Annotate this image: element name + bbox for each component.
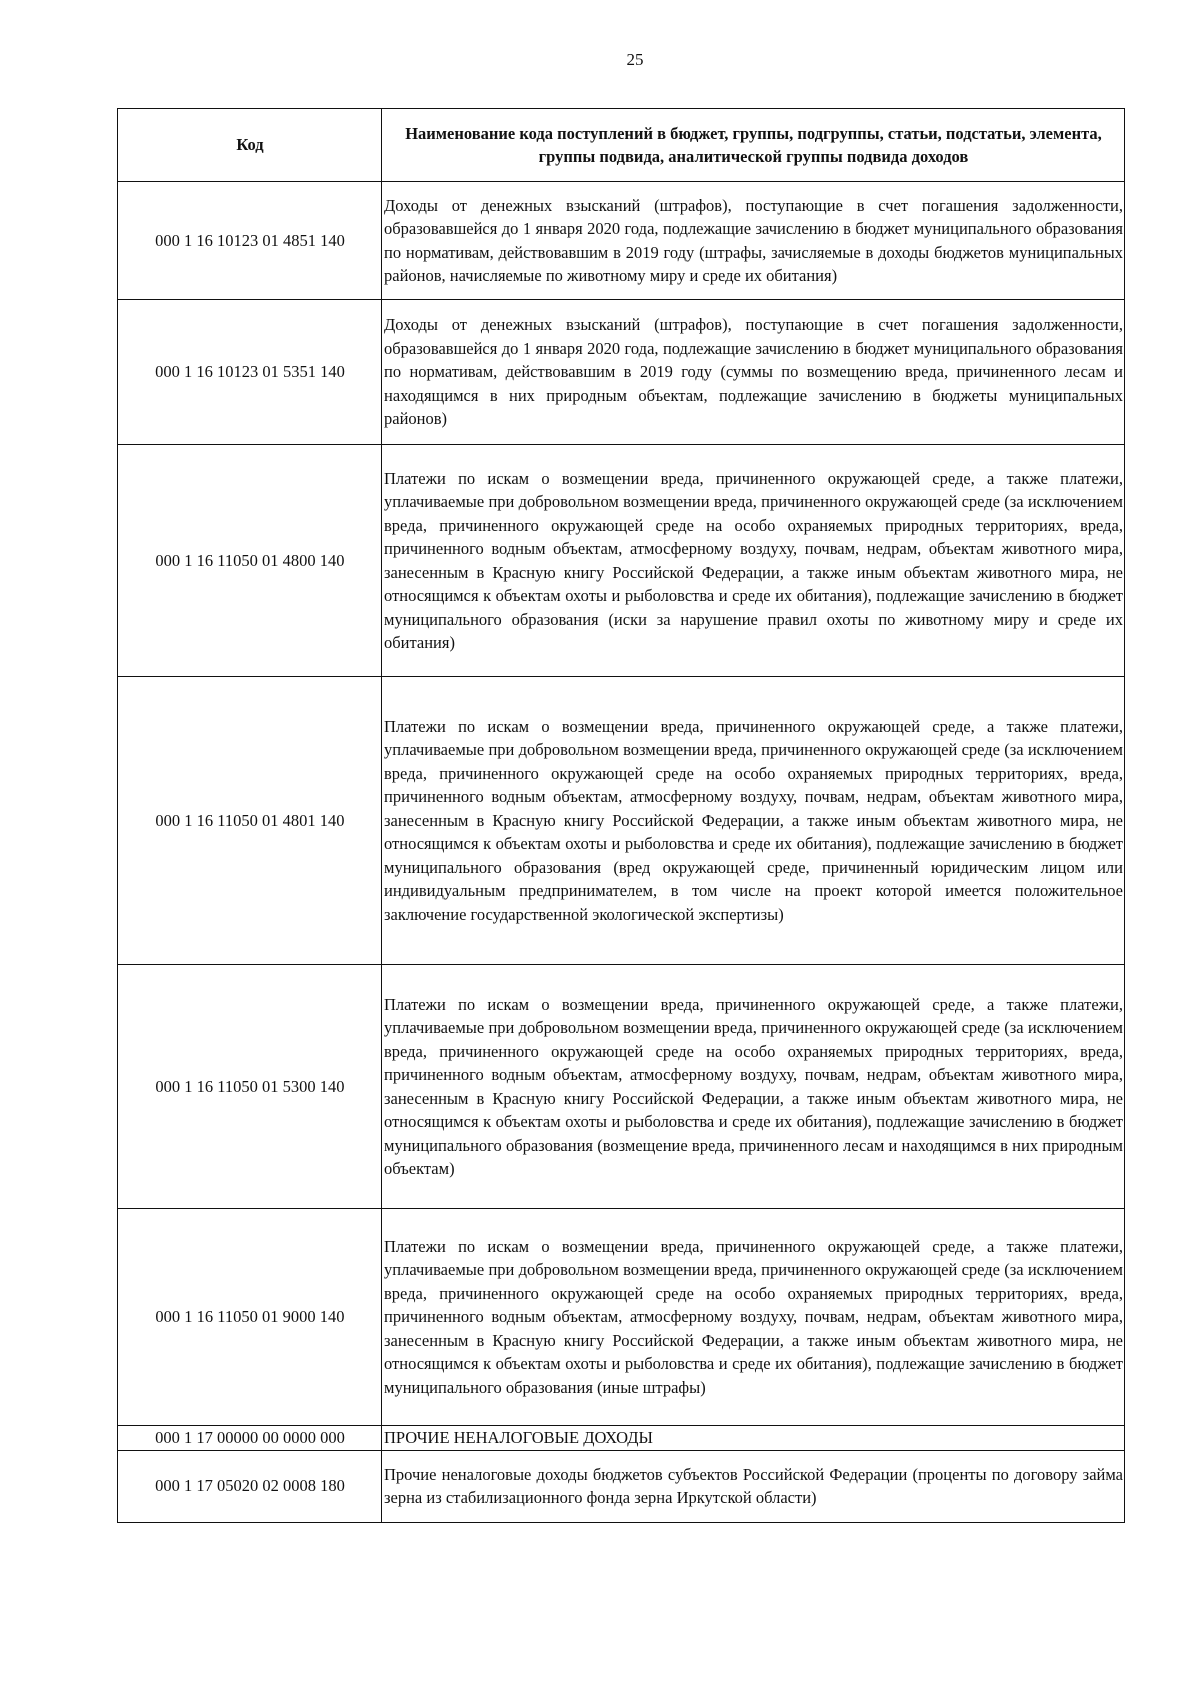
row-name: Доходы от денежных взысканий (штрафов), поступающие в счет погашения задолженности, образовавшейся до 1 января 2020 года, подлежащие зачислению в бюджет муниципального образования по нормативам, действовавшим в 2019 году (штрафы, зачисляемые в доходы бюджетов муниципальных районов, начисляемые по животному миру и среде их обитания) [382,182,1125,300]
table-row [118,182,1125,300]
row-name: Прочие неналоговые доходы бюджетов субъектов Российской Федерации (проценты по договору займа зерна из стабилизационного фонда зерна Иркутской области) [382,1450,1125,1522]
table-row [118,1209,1125,1426]
row-code: 000 1 16 11050 01 5300 140 [118,965,382,1209]
table-header-row [118,109,1125,182]
revenue-codes-table [117,108,1125,1523]
table-row [118,965,1125,1209]
row-name: Платежи по искам о возмещении вреда, причиненного окружающей среде, а также платежи, уплачиваемые при добровольном возмещении вреда, причиненного окружающей среде (за исключением вреда, причиненного окружающей среде на особо охраняемых природных территориях, вреда, причиненного водным объектам, атмосферному воздуху, почвам, недрам, объектам животного мира, занесенным в Красную книгу Российской Федерации, а также иным объектам животного мира, не относящимся к объектам охоты и рыболовства и среде их обитания), подлежащие зачислению в бюджет муниципального образования (иски за нарушение правил охоты по животному миру и среде их обитания) [382,445,1125,677]
table-row [118,1450,1125,1522]
row-name: Доходы от денежных взысканий (штрафов), поступающие в счет погашения задолженности, образовавшейся до 1 января 2020 года, подлежащие зачислению в бюджет муниципального образования по нормативам, действовавшим в 2019 году (суммы по возмещению вреда, причиненного лесам и находящимся в них природным объектам, подлежащие зачислению в бюджеты муниципальных районов) [382,300,1125,445]
row-code: 000 1 17 00000 00 0000 000 [118,1426,382,1451]
row-code: 000 1 16 10123 01 4851 140 [118,182,382,300]
table-row [118,677,1125,965]
table-row [118,445,1125,677]
row-name: Платежи по искам о возмещении вреда, причиненного окружающей среде, а также платежи, уплачиваемые при добровольном возмещении вреда, причиненного окружающей среде (за исключением вреда, причиненного окружающей среде на особо охраняемых природных территориях, вреда, причиненного водным объектам, атмосферному воздуху, почвам, недрам, объектам животного мира, занесенным в Красную книгу Российской Федерации, а также иным объектам животного мира, не относящимся к объектам охоты и рыболовства и среде их обитания), подлежащие зачислению в бюджет муниципального образования (возмещение вреда, причиненного лесам и находящимся в них природным объектам) [382,965,1125,1209]
row-code: 000 1 16 10123 01 5351 140 [118,300,382,445]
row-code: 000 1 16 11050 01 9000 140 [118,1209,382,1426]
header-name: Наименование кода поступлений в бюджет, группы, подгруппы, статьи, подстатьи, элемента, группы подвида, аналитической группы подвида доходов [382,109,1125,182]
header-code: Код [118,109,382,182]
row-code: 000 1 16 11050 01 4801 140 [118,677,382,965]
row-code: 000 1 16 11050 01 4800 140 [118,445,382,677]
table-row [118,1426,1125,1451]
row-code: 000 1 17 05020 02 0008 180 [118,1450,382,1522]
row-name: Платежи по искам о возмещении вреда, причиненного окружающей среде, а также платежи, уплачиваемые при добровольном возмещении вреда, причиненного окружающей среде (за исключением вреда, причиненного окружающей среде на особо охраняемых природных территориях, вреда, причиненного водным объектам, атмосферному воздуху, почвам, недрам, объектам животного мира, занесенным в Красную книгу Российской Федерации, а также иным объектам животного мира, не относящимся к объектам охоты и рыболовства и среде их обитания), подлежащие зачислению в бюджет муниципального образования (иные штрафы) [382,1209,1125,1426]
page-number: 25 [626,50,644,69]
row-name: Платежи по искам о возмещении вреда, причиненного окружающей среде, а также платежи, уплачиваемые при добровольном возмещении вреда, причиненного окружающей среде (за исключением вреда, причиненного окружающей среде на особо охраняемых природных территориях, вреда, причиненного водным объектам, атмосферному воздуху, почвам, недрам, объектам животного мира, занесенным в Красную книгу Российской Федерации, а также иным объектам животного мира, не относящимся к объектам охоты и рыболовства и среде их обитания), подлежащие зачислению в бюджет муниципального образования (вред окружающей среде, причиненный юридическим лицом или индивидуальным предпринимателем, в том числе на проект которой имеется положительное заключение государственной экологической экспертизы) [382,677,1125,965]
row-name: ПРОЧИЕ НЕНАЛОГОВЫЕ ДОХОДЫ [382,1426,1125,1451]
table-row [118,300,1125,445]
